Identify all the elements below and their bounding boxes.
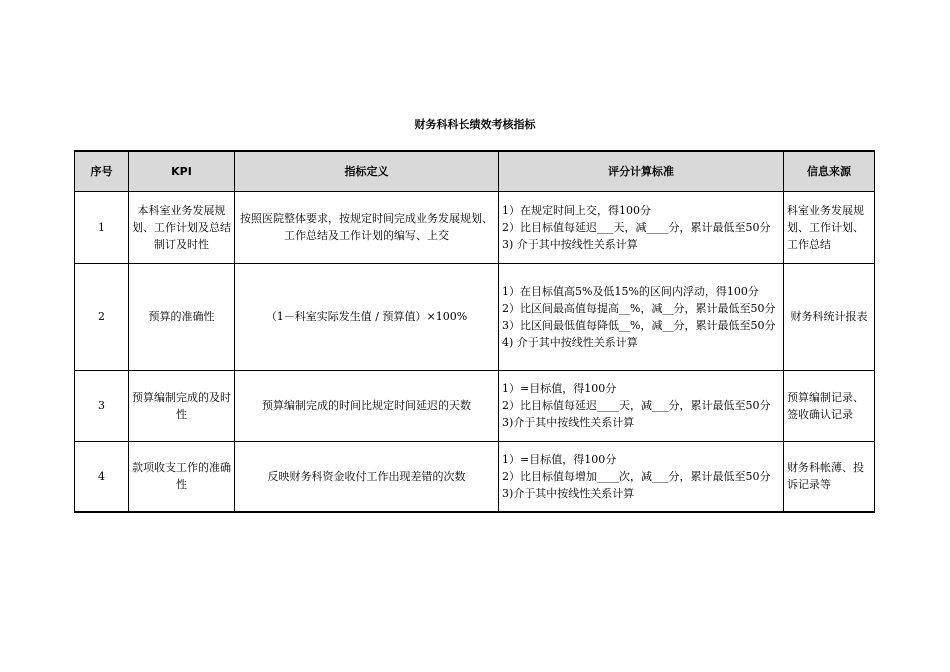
row-definition: （1－科室实际发生值 / 预算值）×100% bbox=[235, 263, 499, 370]
scoring-line: 2）比区间最高值每提高__%，减__分，累计最低至50分 bbox=[502, 301, 776, 315]
table-header-row bbox=[75, 151, 875, 191]
row-kpi: 本科室业务发展规划、工作计划及总结制订及时性 bbox=[129, 191, 235, 263]
scoring-line: 1）在目标值高5%及低15%的区间内浮动，得100分 bbox=[502, 284, 759, 298]
row-no: 1 bbox=[75, 191, 129, 263]
table-row bbox=[75, 263, 875, 370]
scoring-line: 3)介于其中按线性关系计算 bbox=[502, 486, 635, 500]
row-definition: 预算编制完成的时间比规定时间延迟的天数 bbox=[235, 370, 499, 441]
header-scoring: 评分计算标准 bbox=[499, 151, 784, 191]
scoring-line: 1）=目标值，得100分 bbox=[502, 382, 617, 395]
row-kpi: 预算编制完成的及时性 bbox=[129, 370, 235, 441]
row-source: 科室业务发展规划、工作计划、工作总结 bbox=[784, 191, 875, 263]
scoring-line: 3)介于其中按线性关系计算 bbox=[502, 416, 635, 429]
scoring-line: 2）比目标值每延迟___天，减____分，累计最低至50分 bbox=[502, 220, 771, 234]
row-scoring bbox=[499, 441, 784, 512]
table-row bbox=[75, 191, 875, 263]
row-no: 4 bbox=[75, 441, 129, 512]
scoring-line: 1）=目标值，得100分 bbox=[502, 452, 617, 466]
row-source: 财务科统计报表 bbox=[784, 263, 875, 370]
header-no: 序号 bbox=[75, 151, 129, 191]
row-kpi: 预算的准确性 bbox=[129, 263, 235, 370]
document-title: 财务科科长绩效考核指标 bbox=[414, 118, 536, 131]
table-row bbox=[75, 441, 875, 512]
scoring-line: 2）比目标值每增加____次，减___分，累计最低至50分 bbox=[502, 469, 771, 483]
scoring-line: 2）比目标值每延迟____天，减___分，累计最低至50分 bbox=[502, 399, 771, 412]
row-source: 预算编制记录、签收确认记录 bbox=[784, 370, 875, 441]
row-source: 财务科帐薄、投诉记录等 bbox=[784, 441, 875, 512]
header-kpi: KPI bbox=[129, 151, 235, 191]
row-scoring bbox=[499, 263, 784, 370]
row-scoring bbox=[499, 191, 784, 263]
scoring-line: 4) 介于其中按线性关系计算 bbox=[502, 335, 638, 349]
kpi-table bbox=[74, 150, 875, 513]
header-definition: 指标定义 bbox=[235, 151, 499, 191]
row-no: 3 bbox=[75, 370, 129, 441]
scoring-line: 3）比区间最低值每降低__%，减__分，累计最低至50分 bbox=[502, 318, 776, 332]
scoring-line: 3) 介于其中按线性关系计算 bbox=[502, 237, 638, 251]
row-kpi: 款项收支工作的准确性 bbox=[129, 441, 235, 512]
scoring-line: 1）在规定时间上交，得100分 bbox=[502, 203, 651, 217]
row-scoring bbox=[499, 370, 784, 441]
table-row bbox=[75, 370, 875, 441]
row-no: 2 bbox=[75, 263, 129, 370]
row-definition: 按照医院整体要求，按规定时间完成业务发展规划、工作总结及工作计划的编写、上交 bbox=[235, 191, 499, 263]
header-source: 信息来源 bbox=[784, 151, 875, 191]
row-definition: 反映财务科资金收付工作出现差错的次数 bbox=[235, 441, 499, 512]
